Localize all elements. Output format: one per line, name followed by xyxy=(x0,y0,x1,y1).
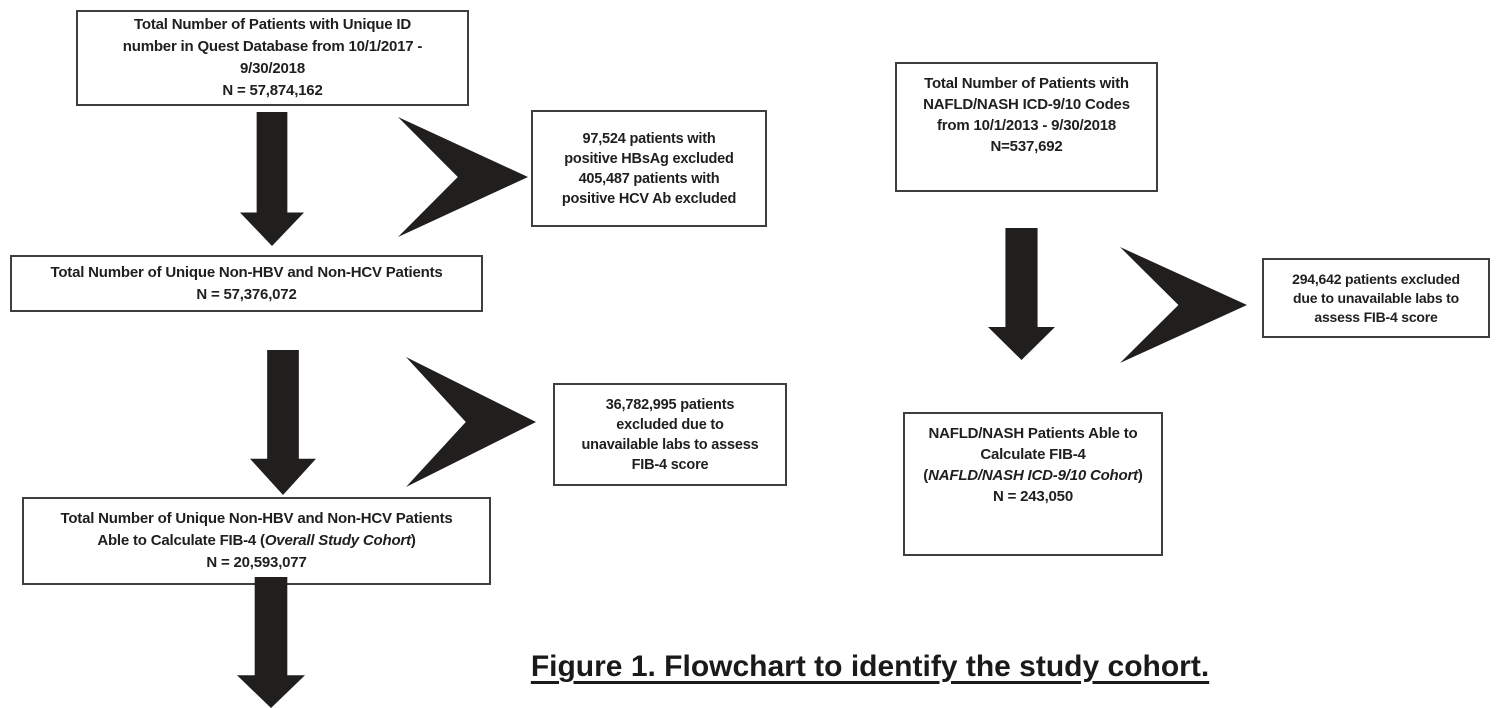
node-text-segment-italic: NAFLD/NASH ICD-9/10 Cohort xyxy=(928,467,1138,484)
down-arrow-icon xyxy=(237,577,305,708)
node-text-line: NAFLD/NASH ICD-9/10 Codes xyxy=(923,96,1130,113)
node-text-line: positive HCV Ab excluded xyxy=(561,190,737,207)
node-text-segment: ) xyxy=(1137,467,1143,484)
figure-caption: Figure 1. Flowchart to identify the study cohort. xyxy=(530,650,1210,683)
node-nafld-nash-cohort xyxy=(903,412,1163,556)
node-text-segment: ( xyxy=(923,467,929,484)
node-text-line: Calculate FIB-4 xyxy=(980,446,1086,463)
node-overall-study-cohort xyxy=(22,497,491,585)
node-text-line: Total Number of Unique Non-HBV and Non-HCV Patients xyxy=(60,510,453,527)
node-text-line xyxy=(923,465,1142,486)
node-text-line: 294,642 patients excluded xyxy=(1292,270,1460,287)
node-nafld-nash-total xyxy=(895,62,1158,192)
down-arrow-icon xyxy=(988,228,1055,360)
node-text-line: due to unavailable labs to xyxy=(1293,289,1459,306)
node-text-line: FIB-4 score xyxy=(631,456,709,473)
chevron-right-arrow-icon xyxy=(406,357,536,487)
node-text-line: N = 57,874,162 xyxy=(222,82,323,99)
node-non-hbv-hcv-total xyxy=(10,255,483,312)
down-arrow-icon xyxy=(250,350,316,495)
node-text-segment: Able to Calculate FIB-4 ( xyxy=(97,532,265,549)
node-labs-excluded-overall xyxy=(553,383,787,486)
node-text-line: NAFLD/NASH Patients Able to xyxy=(928,425,1138,442)
down-arrow-icon xyxy=(240,112,304,246)
node-text-segment-italic: Overall Study Cohort xyxy=(264,532,411,549)
node-hbv-hcv-excluded xyxy=(531,110,767,227)
node-text-line: from 10/1/2013 - 9/30/2018 xyxy=(936,117,1117,134)
node-text-line xyxy=(97,530,415,552)
node-text-line: assess FIB-4 score xyxy=(1314,308,1438,325)
node-text-line: Total Number of Patients with Unique ID xyxy=(134,16,411,33)
node-text-line: 36,782,995 patients xyxy=(605,396,735,413)
node-text-line: 405,487 patients with xyxy=(578,170,720,187)
node-text-line: N = 20,593,077 xyxy=(206,554,307,571)
node-text-line: number in Quest Database from 10/1/2017 - xyxy=(122,38,423,55)
node-text-line: N = 243,050 xyxy=(993,488,1073,505)
node-text-line: positive HBsAg excluded xyxy=(564,150,734,167)
chevron-right-arrow-icon xyxy=(398,117,528,237)
node-text-line: N = 57,376,072 xyxy=(196,285,297,303)
chevron-right-arrow-icon xyxy=(1120,247,1247,363)
node-text-segment: ) xyxy=(410,532,416,549)
node-text-line: N=537,692 xyxy=(990,138,1063,155)
node-text-line: Total Number of Unique Non-HBV and Non-HCV Patients xyxy=(50,263,443,281)
node-text-line: Total Number of Patients with xyxy=(924,75,1129,92)
node-text-line: 97,524 patients with xyxy=(582,130,716,147)
node-text-line: unavailable labs to assess xyxy=(581,436,759,453)
node-text-line: 9/30/2018 xyxy=(240,60,305,77)
node-quest-database-total xyxy=(76,10,469,106)
node-labs-excluded-nafld xyxy=(1262,258,1490,338)
node-text-line: excluded due to xyxy=(616,416,724,433)
